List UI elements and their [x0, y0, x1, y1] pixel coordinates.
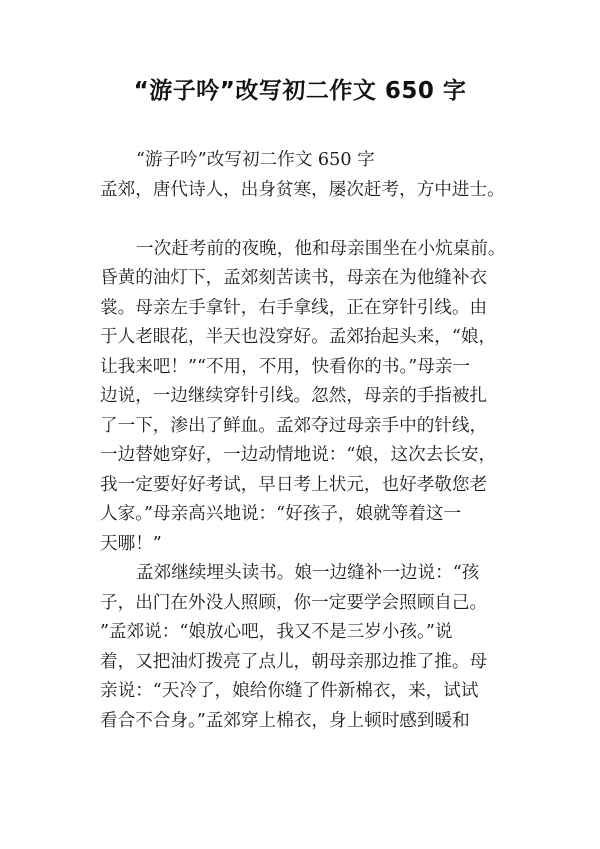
paragraph-gap	[100, 205, 518, 235]
text-line: ”孟郊说：“娘放心吧，我又不是三岁小孩。”说	[100, 622, 453, 642]
text-line: 一边替她穿好，一边动情地说：“娘，这次去长安，	[100, 445, 497, 465]
document-body	[100, 146, 518, 736]
document-title: “游子吟”改写初二作文 650 字	[133, 78, 467, 104]
text-line: 一次赶考前的夜晚，他和母亲围坐在小炕桌前。	[136, 238, 506, 259]
text-line: 我一定要好好考试，早日考上状元，也好孝敬您老	[100, 474, 488, 495]
text-line: 裳。母亲左手拿针，右手拿线，正在穿针引线。由	[100, 297, 488, 318]
text-line: 着，又把油灯拨亮了点儿，朝母亲那边推了推。母	[100, 651, 488, 672]
text-line: 于人老眼花，半天也没穿好。孟郊抬起头来，“娘，	[100, 327, 497, 347]
text-line: 让我来吧！”“不用，不用，快看你的书。”母亲一	[100, 356, 471, 377]
text-line: 人家。”母亲高兴地说：“好孩子，娘就等着这一	[100, 504, 462, 524]
text-line: 孟郊继续埋头读书。娘一边缝补一边说：“孩	[136, 563, 480, 583]
text-line: 孟郊，唐代诗人，出身贫寒，屡次赶考，方中进士。	[100, 179, 505, 200]
text-line: 边说，一边继续穿针引线。忽然，母亲的手指被扎	[100, 386, 488, 406]
text-line: 天哪！”	[100, 533, 162, 554]
text-line: 了一下，渗出了鲜血。孟郊夺过母亲手中的针线，	[100, 415, 488, 436]
text-line: 昏黄的油灯下，孟郊刻苦读书，母亲在为他缝补衣	[100, 268, 488, 288]
text-line: 子，出门在外没人照顾，你一定要学会照顾自己。	[100, 592, 488, 613]
text-line: 亲说：“天冷了，娘给你缝了件新棉衣，来，试试	[100, 681, 479, 701]
text-line: “游子吟”改写初二作文 650 字	[136, 150, 375, 170]
text-line: 看合不合身。”孟郊穿上棉衣，身上顿时感到暖和	[100, 710, 470, 731]
